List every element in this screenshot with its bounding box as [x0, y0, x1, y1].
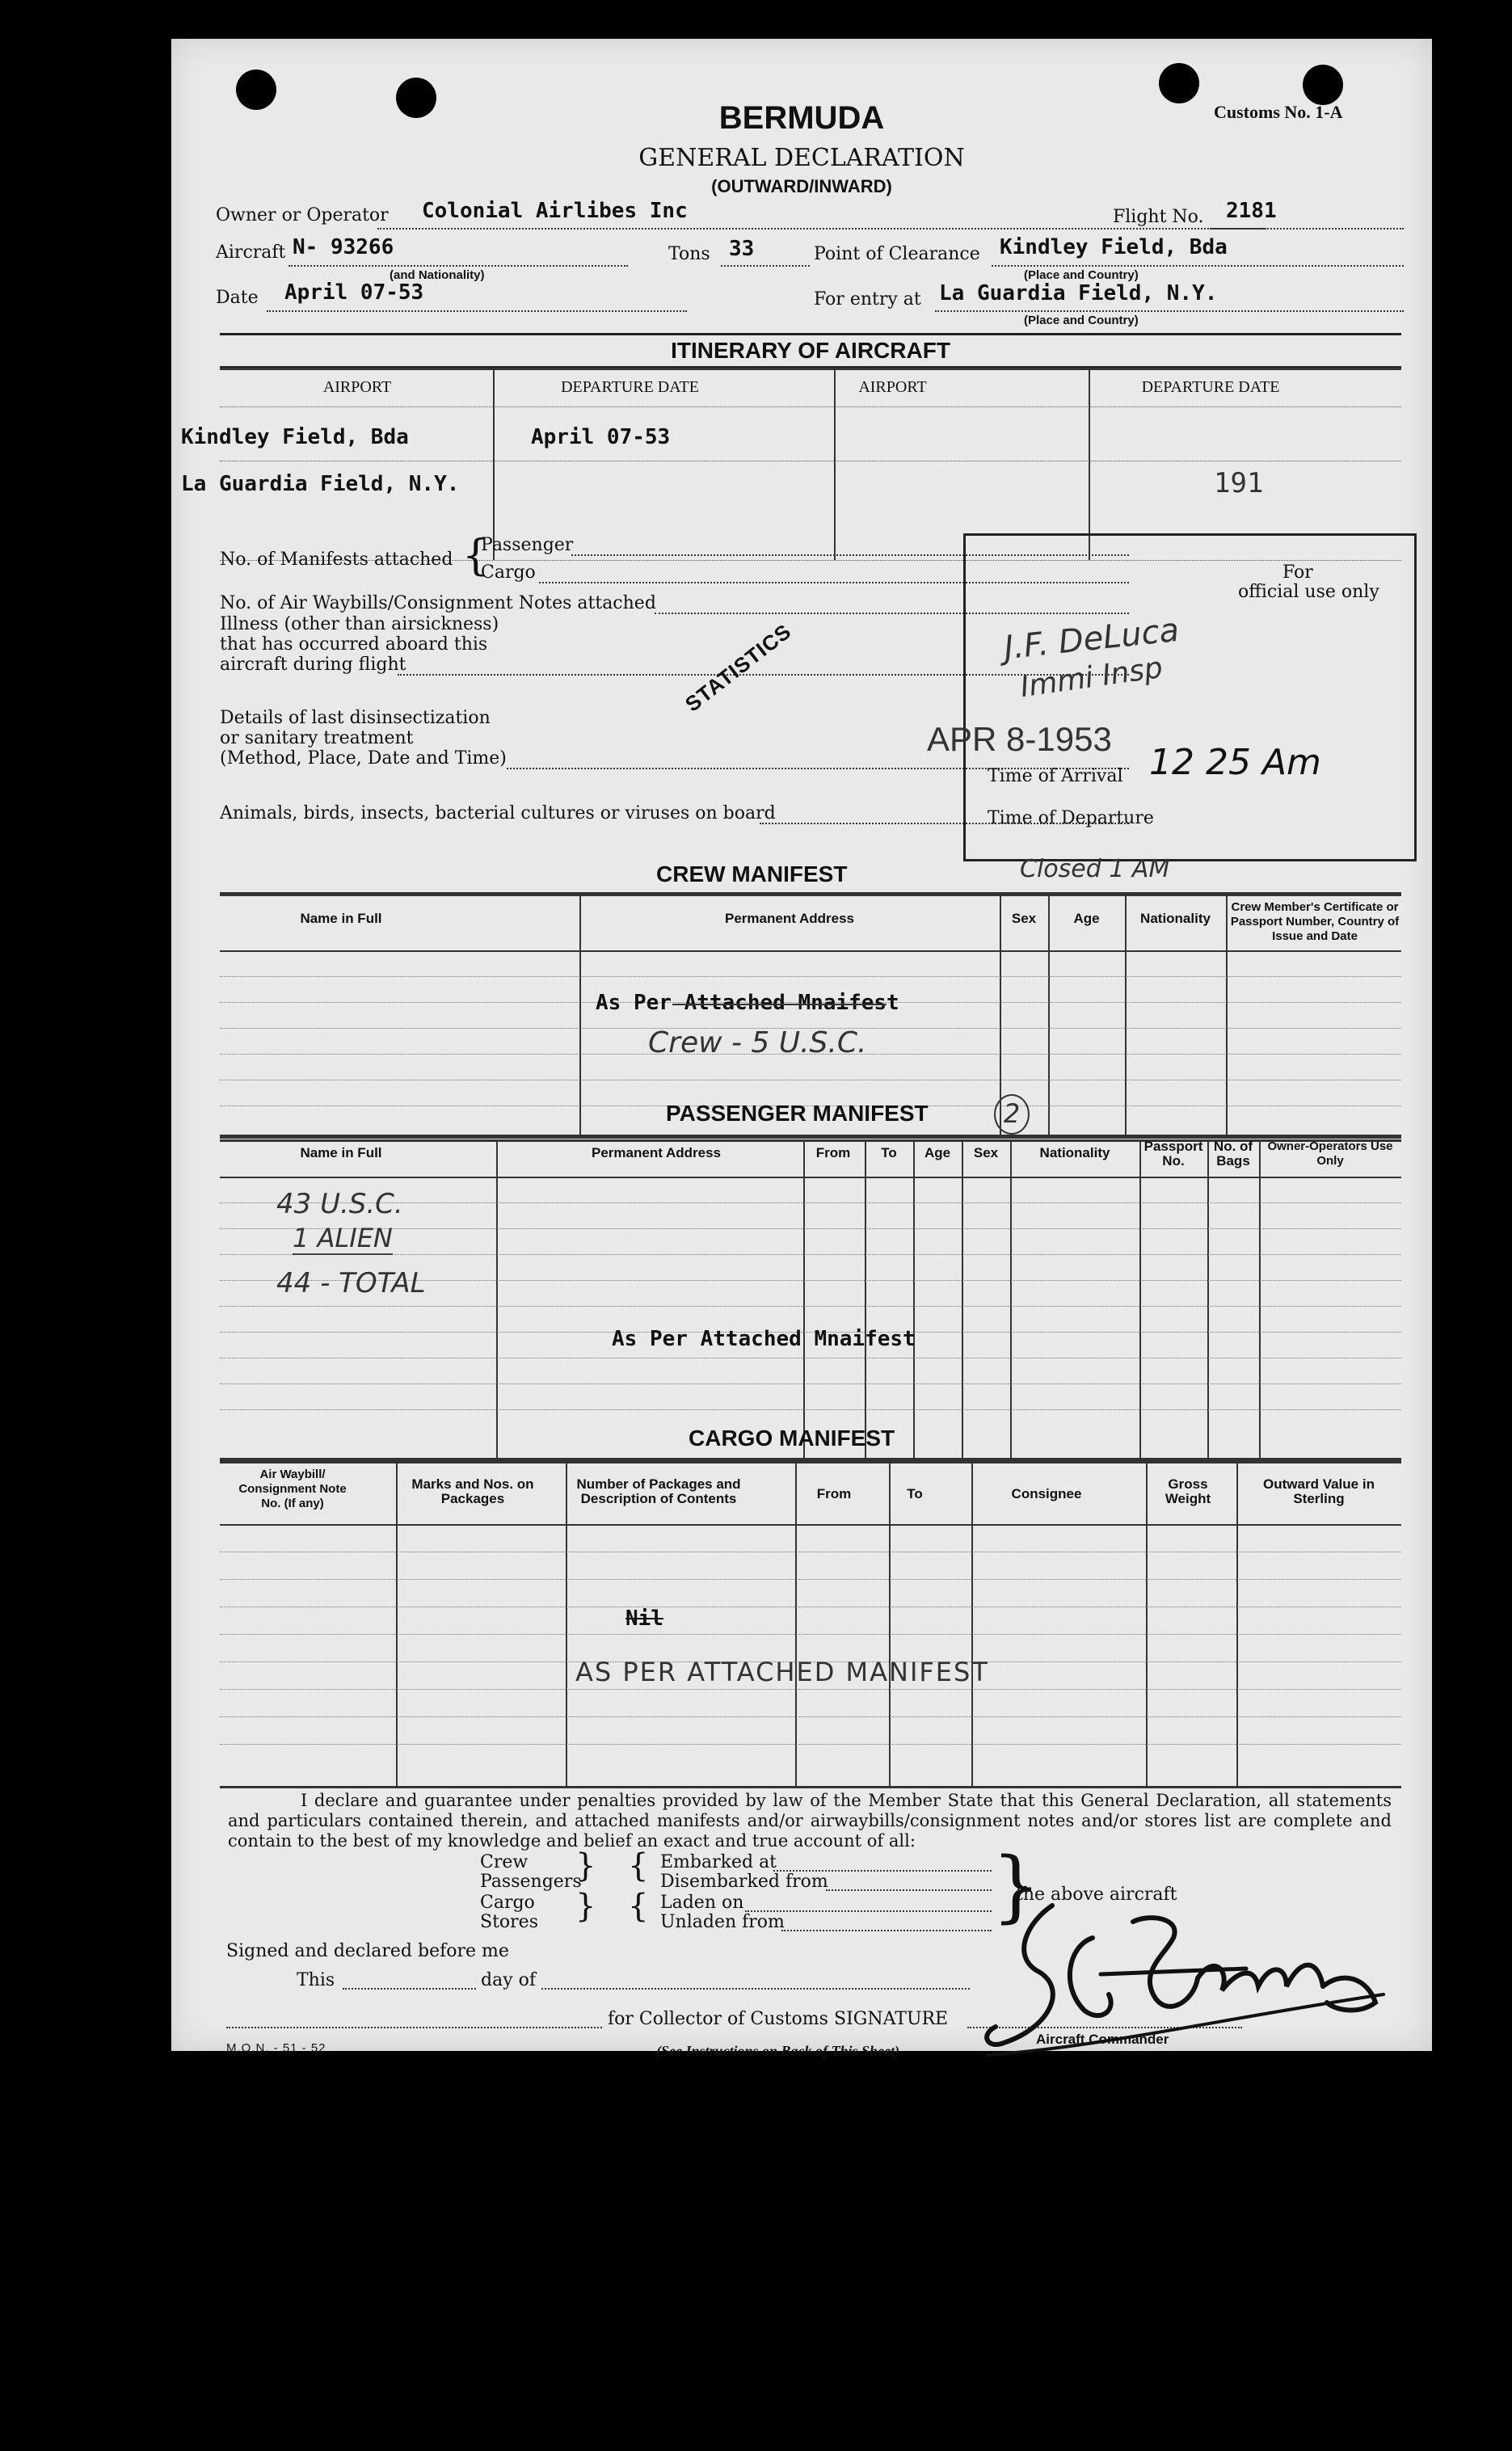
cargo-divider-5: [971, 1463, 973, 1786]
cargo-row-rule-8: [220, 1744, 1401, 1745]
declaration-right-embarked: Embarked at: [660, 1852, 777, 1872]
date-line: [267, 310, 687, 312]
clearance-line: [992, 265, 1404, 267]
passenger-col-name: Name in Full: [300, 1145, 382, 1160]
official-title-1: For: [1282, 562, 1313, 583]
owner-label: Owner or Operator: [216, 205, 389, 225]
itinerary-divider-2: [834, 368, 836, 560]
passenger-divider-7: [1139, 1139, 1141, 1459]
declaration-text: I declare and guarantee under penalties provided by law of the Member State that this General Declaration, all statements and particulars contained therein, and attached manifests and/or airwaybills/consignment notes and/or stores list are complete and contain to the best of my knowledge and belief an exact and true account of all:: [228, 1791, 1392, 1851]
date-label: Date: [216, 288, 259, 308]
passenger-col-passport: Passport No.: [1143, 1139, 1203, 1169]
cargo-col-to: To: [907, 1486, 923, 1501]
declaration-brace-2: }: [575, 1888, 596, 1925]
cargo-col-value: Outward Value in Sterling: [1263, 1476, 1375, 1506]
passenger-row-rule-8: [220, 1383, 1401, 1384]
form-subtitle: (OUTWARD/INWARD): [711, 176, 892, 196]
declaration-right-unladen: Unladen from: [660, 1912, 785, 1932]
passenger-col-address: Permanent Address: [592, 1145, 721, 1160]
passenger-row-rule-2: [220, 1228, 1401, 1229]
punch-hole-right-1: [1159, 63, 1199, 103]
passenger-col-to: To: [881, 1145, 897, 1160]
crew-col-address: Permanent Address: [725, 911, 854, 926]
cargo-col-weight: Gross Weight: [1165, 1476, 1211, 1506]
cargo-header-rule: [220, 1524, 1401, 1526]
passenger-attached-note: As Per Attached Mnaifest: [612, 1327, 916, 1351]
cargo-divider-1: [396, 1463, 398, 1786]
declaration-right-disembarked: Disembarked from: [660, 1872, 828, 1892]
declaration-left-crew: Crew: [480, 1852, 529, 1872]
passenger-col-bags: No. of Bags: [1213, 1139, 1253, 1169]
crew-divider-5: [1226, 895, 1228, 1138]
date-value: April 07-53: [284, 280, 424, 305]
illness-label-2: that has occurred aboard this: [220, 634, 488, 655]
entry-label: For entry at: [814, 289, 921, 310]
passenger-col-age: Age: [924, 1145, 951, 1160]
official-signature-2: Immi Insp: [1018, 651, 1165, 705]
declaration-aircraft-text: the above aircraft: [1016, 1885, 1177, 1905]
country-title: BERMUDA: [718, 100, 885, 136]
cargo-heading: CARGO MANIFEST: [689, 1426, 895, 1451]
crew-col-nationality: Nationality: [1140, 911, 1211, 926]
cargo-struck-nil: Nil: [625, 1607, 663, 1631]
cargo-row-rule-6: [220, 1689, 1401, 1690]
instructions-note: (See Instructions on Back of This Sheet): [656, 2043, 900, 2059]
passenger-divider-6: [1010, 1139, 1012, 1459]
itinerary-divider-3: [1089, 368, 1090, 560]
declaration-brace-3: {: [628, 1847, 649, 1885]
entry-line: [935, 310, 1404, 312]
itinerary-row-1-date: April 07-53: [531, 425, 671, 449]
embarked-line: [773, 1870, 992, 1872]
manifests-passenger: Passenger: [481, 535, 574, 555]
day-label: day of: [481, 1970, 537, 1990]
aircraft-line: [289, 265, 628, 267]
illness-label-1: Illness (other than airsickness): [220, 614, 499, 634]
collector-line: [226, 2027, 602, 2028]
crew-header-rule: [220, 950, 1401, 952]
itinerary-row-1-airport: Kindley Field, Bda: [181, 425, 409, 449]
aircraft-label: Aircraft: [216, 242, 286, 263]
cargo-col-consignee: Consignee: [1011, 1486, 1082, 1501]
crew-top-rule: [220, 892, 1401, 896]
signature-label: SIGNATURE: [834, 2009, 949, 2029]
aircraft-note: (and Nationality): [390, 268, 485, 282]
declaration-left-stores: Stores: [480, 1912, 538, 1932]
unladen-line: [781, 1930, 992, 1931]
crew-attached-note: As Per Attached Mnaifest: [596, 991, 899, 1015]
itinerary-row-2-airport: La Guardia Field, N.Y.: [181, 472, 460, 496]
passenger-divider-8: [1207, 1139, 1209, 1459]
crew-divider-4: [1125, 895, 1127, 1138]
crew-row-rule-1: [220, 976, 1401, 977]
animals-label: Animals, birds, insects, bacterial cultures or viruses on board: [220, 803, 776, 823]
cargo-row-rule-7: [220, 1716, 1401, 1717]
itinerary-header-rule: [220, 406, 1401, 407]
declaration-brace-4: {: [628, 1888, 649, 1925]
arrival-time: 12 25 Am: [1149, 742, 1321, 783]
punch-hole-right-2: [1303, 65, 1343, 105]
arrival-label: Time of Arrival: [988, 766, 1123, 786]
flight-value: 2181: [1226, 199, 1277, 223]
this-line: [343, 1988, 476, 1990]
declaration-brace-1: }: [575, 1847, 596, 1885]
cargo-divider-6: [1146, 1463, 1148, 1786]
signed-label: Signed and declared before me: [226, 1941, 509, 1961]
passenger-row-rule-5: [220, 1306, 1401, 1307]
disinsect-label-1: Details of last disinsectization: [220, 708, 491, 728]
tons-label: Tons: [668, 244, 710, 264]
passenger-divider-4: [913, 1139, 915, 1459]
itinerary-col-date-1: DEPARTURE DATE: [561, 378, 699, 396]
itinerary-top-rule: [220, 368, 1401, 370]
place-country-note-2: (Place and Country): [1024, 314, 1139, 327]
disinsect-label-3: (Method, Place, Date and Time): [220, 748, 507, 769]
cargo-divider-7: [1236, 1463, 1238, 1786]
disinsect-label-2: or sanitary treatment: [220, 728, 414, 748]
passenger-header-rule: [220, 1177, 1401, 1178]
entry-value: La Guardia Field, N.Y.: [939, 281, 1218, 305]
official-signature-1: J.F. DeLuca: [1002, 611, 1181, 667]
declaration-right-laden: Laden on: [660, 1893, 744, 1913]
passenger-divider-5: [962, 1139, 963, 1459]
cargo-bottom-rule: [220, 1786, 1401, 1788]
commander-label: Aircraft Commander: [1036, 2032, 1169, 2047]
tons-line: [721, 265, 810, 267]
passenger-col-from: From: [815, 1145, 851, 1160]
illness-label-3: aircraft during flight: [220, 655, 406, 675]
cargo-col-waybill: Air Waybill/ Consignment Note No. (If any): [238, 1468, 347, 1510]
official-title-2: official use only: [1238, 582, 1379, 602]
passenger-divider-1: [496, 1139, 498, 1459]
passenger-divider-9: [1259, 1139, 1261, 1459]
declaration-left-cargo: Cargo: [480, 1893, 535, 1913]
clearance-value: Kindley Field, Bda: [1000, 235, 1228, 259]
this-label: This: [297, 1970, 335, 1990]
passenger-divider-2: [803, 1139, 805, 1459]
cargo-divider-3: [795, 1463, 797, 1786]
owner-line: [377, 228, 1266, 230]
declaration-left-passengers: Passengers: [480, 1872, 582, 1892]
form-number: M.O.N. - 51 - 52: [226, 2041, 326, 2055]
passenger-hand-1: 43 U.S.C.: [276, 1188, 403, 1220]
cargo-row-rule-2: [220, 1579, 1401, 1580]
cargo-hand-note: AS PER ATTACHED MANIFEST: [575, 1657, 989, 1687]
crew-col-name: Name in Full: [300, 911, 382, 926]
official-date-stamp: APR 8-1953: [927, 720, 1112, 758]
crew-divider-1: [579, 895, 581, 1138]
passenger-row-rule-3: [220, 1254, 1401, 1255]
laden-line: [745, 1910, 992, 1912]
passenger-col-sex: Sex: [973, 1145, 999, 1160]
crew-col-sex: Sex: [1011, 911, 1037, 926]
cargo-divider-4: [889, 1463, 891, 1786]
passenger-hand-2: 1 ALIEN: [293, 1223, 393, 1253]
passenger-divider-3: [865, 1139, 866, 1459]
place-country-note-1: (Place and Country): [1024, 268, 1139, 282]
passenger-row-rule-9: [220, 1409, 1401, 1410]
itinerary-col-airport-2: AIRPORT: [858, 378, 927, 396]
collector-label: for Collector of Customs: [608, 2009, 828, 2029]
statistics-stamp: STATISTICS: [680, 618, 796, 717]
tons-value: 33: [729, 237, 755, 261]
crew-col-age: Age: [1073, 911, 1100, 926]
cargo-row-rule-4: [220, 1634, 1401, 1635]
cargo-divider-2: [566, 1463, 567, 1786]
crew-hand-note: Crew - 5 U.S.C.: [648, 1026, 867, 1059]
crew-heading: CREW MANIFEST: [656, 861, 848, 886]
flight-line: [1210, 228, 1404, 230]
form-title: GENERAL DECLARATION: [638, 144, 965, 172]
passenger-hand-3: 44 - TOTAL: [276, 1267, 426, 1299]
day-line: [541, 1988, 970, 1990]
owner-value: Colonial Airlibes Inc: [422, 199, 688, 223]
crew-note-strike: [672, 1004, 887, 1005]
crew-col-certificate: Crew Member's Certificate or Passport Number, Country of Issue and Date: [1230, 900, 1400, 943]
departure-label: Time of Departure: [988, 808, 1154, 828]
form-code: Customs No. 1-A: [1214, 102, 1343, 122]
cargo-col-from: From: [816, 1486, 852, 1501]
passenger-circled-number: 2: [994, 1094, 1030, 1135]
cargo-top-rule: [220, 1458, 1401, 1462]
declaration-sheet: [171, 39, 1432, 2059]
passenger-col-nationality: Nationality: [1039, 1145, 1110, 1160]
itinerary-stamp-number: 191: [1214, 467, 1264, 499]
manifests-cargo: Cargo: [481, 562, 536, 583]
declaration-brace-5: }: [992, 1841, 1042, 1931]
manifests-label: No. of Manifests attached: [220, 550, 453, 570]
cargo-col-marks: Marks and Nos. on Packages: [411, 1476, 534, 1506]
disembarked-line: [826, 1889, 992, 1891]
cargo-col-packages: Number of Packages and Description of Contents: [576, 1476, 741, 1506]
passenger-col-owner: Owner-Operators Use Only: [1267, 1139, 1393, 1168]
aircraft-value: N- 93266: [293, 235, 394, 259]
clearance-label: Point of Clearance: [814, 244, 980, 264]
itinerary-divider-1: [493, 368, 495, 560]
itinerary-col-date-2: DEPARTURE DATE: [1141, 378, 1280, 396]
waybills-label: No. of Air Waybills/Consignment Notes attached: [220, 593, 656, 613]
itinerary-heading: ITINERARY OF AIRCRAFT: [220, 333, 1401, 368]
crew-divider-3: [1048, 895, 1050, 1138]
itinerary-col-airport-1: AIRPORT: [322, 378, 392, 396]
manifests-brace: {: [462, 532, 490, 580]
flight-label: Flight No.: [1113, 207, 1204, 227]
closed-note: Closed 1 AM: [1020, 855, 1170, 883]
passenger-heading: PASSENGER MANIFEST: [666, 1101, 929, 1126]
